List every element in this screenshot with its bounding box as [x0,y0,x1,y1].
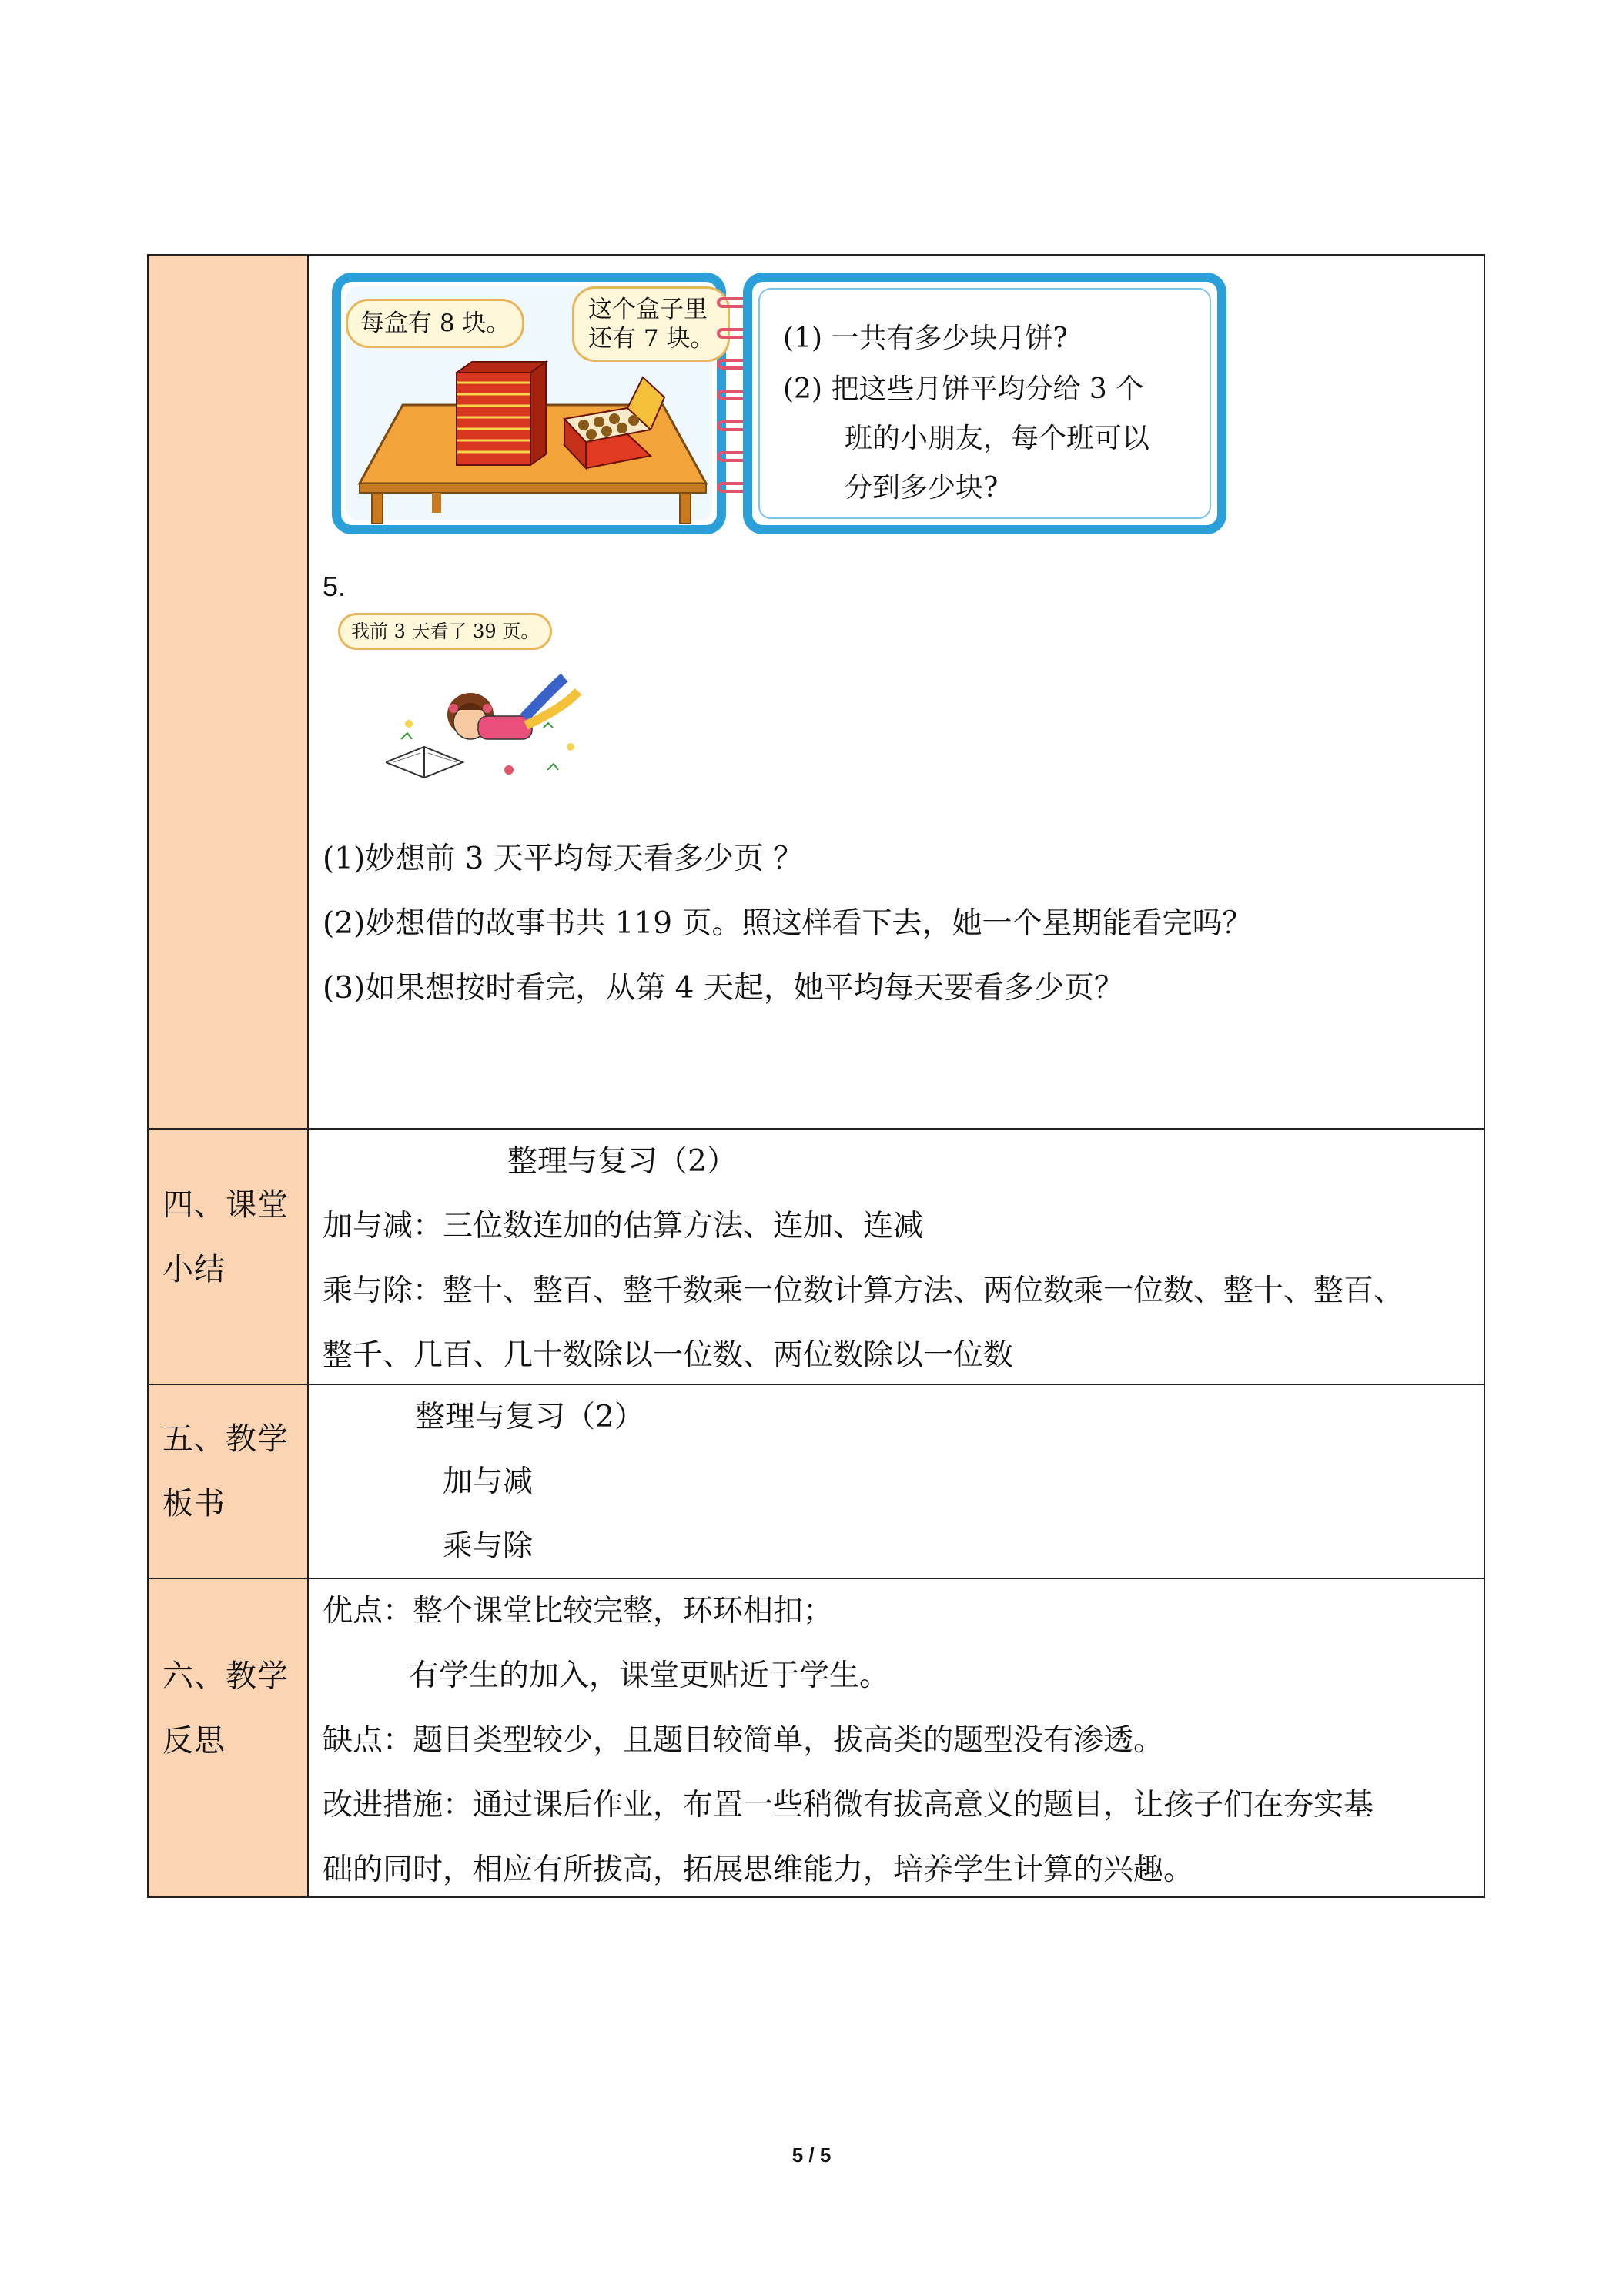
reflection-line-5: 础的同时，相应有所拔高，拓展思维能力，培养学生计算的兴趣。 [323,1853,1194,1887]
exercise-label-cell [148,255,308,1129]
exercise-question-3: (3)如果想按时看完，从第 4 天起，她平均每天要看多少页？ [323,971,1124,1006]
board-row [148,1384,1484,1578]
reflection-line-2: 有学生的加入，课堂更贴近于学生。 [409,1658,890,1693]
reflection-content-cell [308,1578,1484,1897]
lesson-plan-table [147,254,1485,1898]
summary-title: 整理与复习（2） [507,1144,737,1179]
question-panel [743,273,1226,534]
summary-content-cell [308,1129,1484,1384]
reflection-label-line2: 反思 [162,1723,226,1759]
summary-label-line2: 小结 [162,1252,226,1287]
board-title: 整理与复习（2） [415,1400,644,1434]
board-item-1: 加与减 [443,1464,534,1499]
speech-bubble-open-box: 这个盒子里 还有 7 块。 [572,286,730,362]
girl-reading-icon [386,654,586,785]
exercise-question-1: (1)妙想前 3 天平均每天看多少页 ？ [323,842,804,876]
board-label-line2: 板书 [162,1486,226,1521]
summary-line-2: 乘与除：整十、整百、整千数乘一位数计算方法、两位数乘一位数、整十、整百、 [323,1274,1404,1308]
reflection-line-1: 优点：整个课堂比较完整，环环相扣； [323,1594,834,1628]
mooncake-illustration [332,266,1226,541]
reflection-line-4: 改进措施：通过课后作业，布置一些稍微有拔高意义的题目，让孩子们在夯实基 [323,1788,1374,1822]
question-2-line3: 分到多少块? [845,472,999,504]
summary-row [148,1129,1484,1384]
board-label-line1: 五、教学 [162,1421,289,1457]
exercise-row [148,255,1484,1129]
question-2-line1: (2) 把这些月饼平均分给 3 个 [783,373,1144,405]
exercise-question-2: (2)妙想借的故事书共 119 页。照这样看下去，她一个星期能看完吗？ [323,906,1253,941]
reflection-line-3: 缺点：题目类型较少，且题目较简单，拔高类的题型没有渗透。 [323,1723,1164,1758]
question-1: (1) 一共有多少块月饼? [783,323,1068,354]
question-2-line2: 班的小朋友，每个班可以 [845,423,1150,454]
summary-line-1: 加与减：三位数连加的估算方法、连加、连减 [323,1209,924,1243]
summary-line-3: 整千、几百、几十数除以一位数、两位数除以一位数 [323,1338,1014,1373]
board-content-cell [308,1384,1484,1578]
reflection-row [148,1578,1484,1897]
board-label-cell [148,1384,308,1578]
summary-label-cell [148,1129,308,1384]
exercise-content-cell [308,255,1484,1129]
reflection-label-cell [148,1578,308,1897]
board-item-2: 乘与除 [443,1529,534,1564]
speech-bubble-box-count: 每盒有 8 块。 [346,299,524,348]
reflection-label-line1: 六、教学 [162,1658,289,1694]
summary-label-line1: 四、课堂 [162,1187,289,1223]
page-number: 5 / 5 [791,2144,832,2167]
mooncake-scene-panel [332,273,726,534]
girl-speech-bubble: 我前 3 天看了 39 页。 [338,613,552,650]
exercise-number: 5. [323,571,346,602]
